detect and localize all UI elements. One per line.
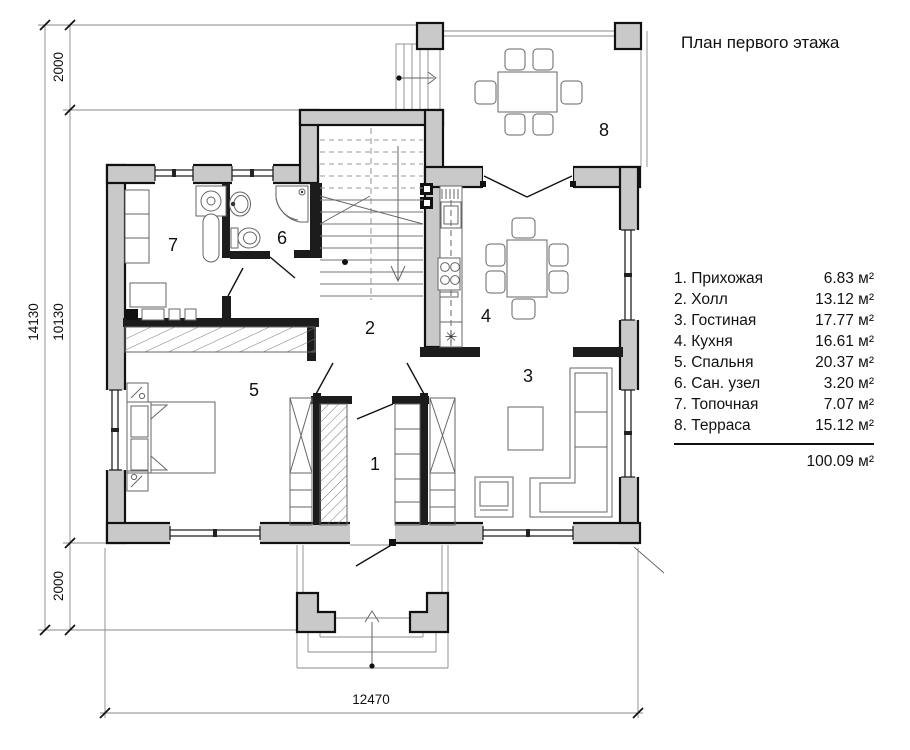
washing-machine: [196, 186, 226, 216]
boiler-door-leaf: [228, 268, 243, 296]
coffee-table: [508, 407, 543, 450]
dim-left-middle: 10130: [51, 303, 66, 341]
dim-left-top: 2000: [51, 51, 66, 83]
legend-room-area: 3.20 м²: [823, 375, 874, 392]
legend-room-area: 6.83 м²: [823, 270, 874, 287]
dim-left-total: 14130: [26, 303, 41, 341]
legend-row: [674, 268, 874, 289]
kitchen-table: [486, 218, 568, 319]
legend-room-area: 20.37 м²: [815, 354, 874, 371]
bathroom-door-leaf: [270, 257, 295, 278]
entrance-axis-arrow: [365, 611, 379, 669]
legend-room-name: 3. Гостиная: [674, 312, 757, 329]
legend-room-area: 13.12 м²: [815, 291, 874, 308]
bathroom-fixtures: [230, 186, 309, 248]
shower: [276, 186, 308, 222]
staircase: [320, 128, 423, 300]
legend-row: [674, 310, 874, 331]
armchair: [475, 477, 513, 517]
room-legend: [674, 268, 874, 473]
corner-leader-line: [634, 547, 664, 573]
legend-room-name: 8. Терраса: [674, 417, 751, 434]
bedroom-closet: [290, 398, 312, 525]
porch-pillar-right: [410, 593, 448, 632]
legend-room-name: 6. Сан. узел: [674, 375, 761, 392]
legend-room-name: 5. Спальня: [674, 354, 754, 371]
nightstand-bottom: [127, 471, 148, 491]
entrance-door-leaf: [356, 544, 393, 566]
entrance-porch: [297, 545, 448, 669]
hallway-door-leaf: [357, 404, 393, 419]
room-label-7: 7: [167, 235, 179, 255]
legend-row: [674, 331, 874, 352]
dim-bottom-width: 12470: [352, 692, 390, 707]
room-label-6: 6: [276, 228, 288, 248]
kitchen-furniture: [438, 186, 568, 347]
legend-row: [674, 394, 874, 415]
porch-pillar-left: [297, 593, 335, 632]
legend-row: [674, 373, 874, 394]
bedroom-wardrobe-hatch: [125, 327, 315, 352]
bed: [127, 402, 215, 473]
sink: [230, 192, 251, 216]
room-label-3: 3: [522, 366, 534, 386]
terrace-table: [475, 49, 582, 135]
hall-closet-hatched: [320, 404, 347, 525]
room-label-4: 4: [480, 306, 492, 326]
boiler-unit: [130, 283, 166, 307]
room-label-1: 1: [369, 454, 381, 474]
legend-row: [674, 289, 874, 310]
legend-room-name: 1. Прихожая: [674, 270, 764, 287]
boiler-tank: [203, 214, 219, 262]
dim-left-bottom: 2000: [51, 570, 66, 602]
terrace-pillar-right: [615, 23, 641, 49]
windows: [105, 163, 640, 545]
bedroom-door-leaf: [316, 363, 333, 394]
room-label-5: 5: [248, 380, 260, 400]
terrace-pillar-left: [417, 23, 443, 49]
room-label-8: 8: [598, 120, 610, 140]
nightstand-top: [127, 383, 148, 402]
legend-room-area: 15.12 м²: [815, 417, 874, 434]
legend-row: [674, 352, 874, 373]
legend-room-name: 2. Холл: [674, 291, 728, 308]
terrace-door-gap: [483, 165, 573, 189]
legend-total-area: 100.09 м²: [806, 453, 874, 470]
terrace-stairs: [396, 44, 440, 110]
legend-room-name: 7. Топочная: [674, 396, 759, 413]
legend-room-area: 17.77 м²: [815, 312, 874, 329]
bedroom-furniture: [125, 327, 315, 525]
hall-closet-shelves: [395, 404, 420, 525]
living-room-furniture: [430, 368, 612, 525]
page-title: План первого этажа: [681, 33, 840, 52]
legend-room-name: 4. Кухня: [674, 333, 733, 350]
legend-room-area: 16.61 м²: [815, 333, 874, 350]
entrance-door-gap: [350, 521, 395, 545]
tv-shelf-unit: [430, 398, 455, 525]
boiler-star-symbol: ✳: [444, 329, 458, 346]
toilet: [231, 228, 260, 248]
room-label-2: 2: [364, 318, 376, 338]
legend-room-area: 7.07 м²: [823, 396, 874, 413]
living-door-leaf: [407, 363, 424, 394]
legend-row: [674, 415, 874, 436]
